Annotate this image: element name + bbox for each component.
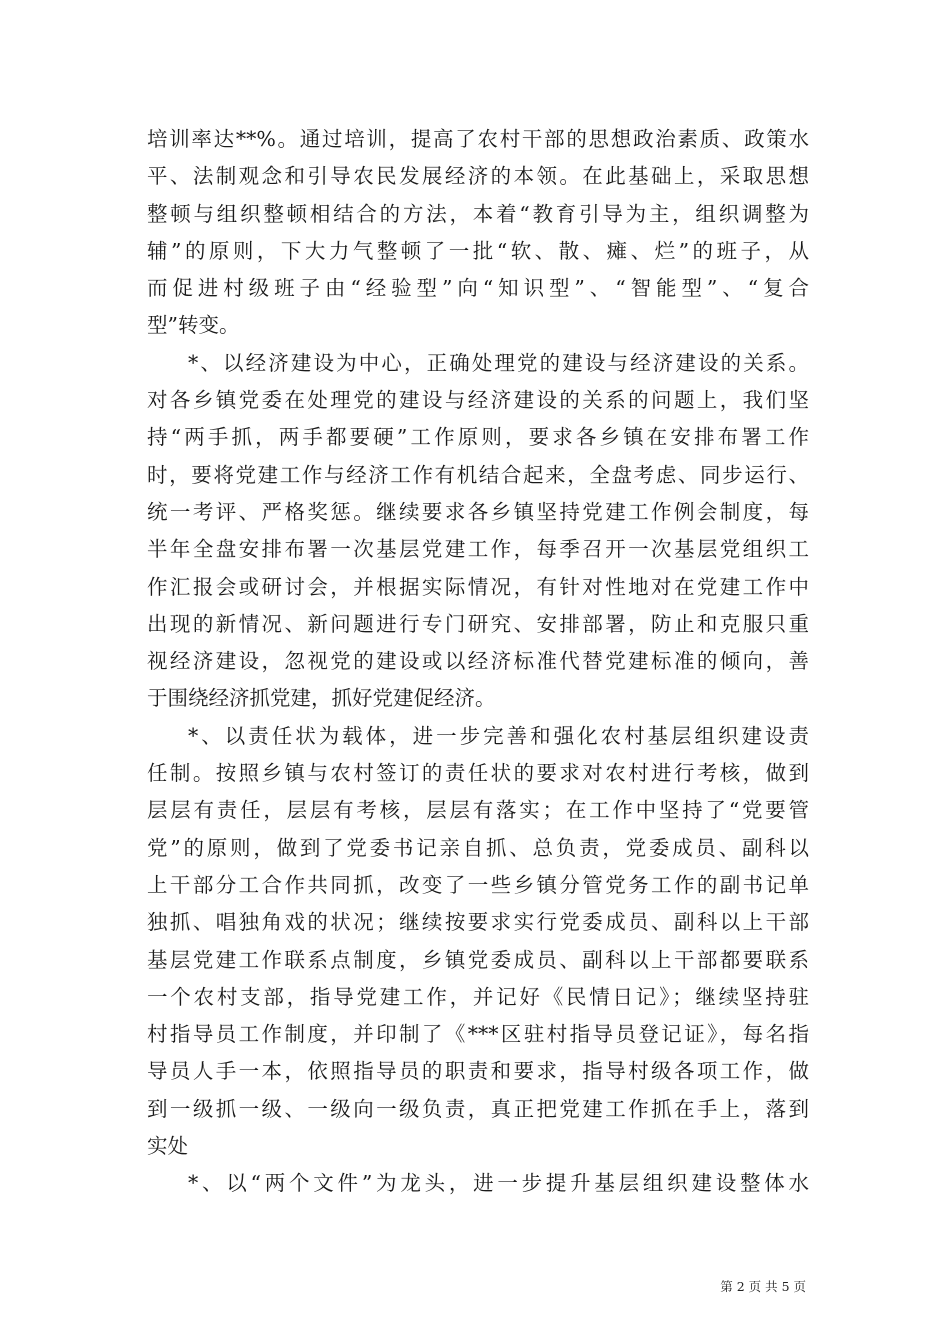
text-line: 半年全盘安排布署一次基层党建工作，每季召开一次基层党组织工: [147, 537, 809, 562]
text-line: 作汇报会或研讨会，并根据实际情况，有针对性地对在党建工作中: [147, 574, 809, 599]
text-line: 时，要将党建工作与经济工作有机结合起来，全盘考虑、同步运行、: [147, 462, 809, 487]
text-line: 导员人手一本，依照指导员的职责和要求，指导村级各项工作，做: [147, 1059, 809, 1084]
text-line: 上干部分工合作共同抓，改变了一些乡镇分管党务工作的副书记单: [147, 872, 809, 897]
text-line: 型”转变。: [147, 313, 240, 338]
page-number: 第 2 页 共 5 页: [720, 1279, 806, 1294]
text-line: 视经济建设，忽视党的建设或以经济标准代替党建标准的倾向，善: [147, 649, 809, 674]
text-line: 独抓、唱独角戏的状况；继续按要求实行党委成员、副科以上干部: [147, 910, 809, 935]
text-line: 辅”的原则，下大力气整顿了一批“软、散、瘫、烂”的班子，从: [147, 238, 809, 263]
text-line: 对各乡镇党委在处理党的建设与经济建设的关系的问题上，我们坚: [147, 388, 809, 413]
text-line: 一个农村支部，指导党建工作，并记好《民情日记》；继续坚持驻: [147, 984, 809, 1009]
text-line: 统一考评、严格奖惩。继续要求各乡镇坚持党建工作例会制度，每: [147, 499, 809, 524]
text-line: 任制。按照乡镇与农村签订的责任状的要求对农村进行考核，做到: [147, 761, 809, 786]
text-line: 层层有责任，层层有考核，层层有落实；在工作中坚持了“党要管: [147, 798, 809, 823]
text-line: 于围绕经济抓党建，抓好党建促经济。: [147, 686, 496, 711]
text-line: 到一级抓一级、一级向一级负责，真正把党建工作抓在手上，落到: [147, 1096, 809, 1121]
text-line: 而促进村级班子由“经验型”向“知识型”、“智能型”、“复合: [147, 276, 809, 301]
paragraph-first-line: *、以经济建设为中心，正确处理党的建设与经济建设的关系。: [188, 350, 809, 375]
text-line: 整顿与组织整顿相结合的方法，本着“教育引导为主，组织调整为: [147, 201, 809, 226]
text-line: 实处: [147, 1134, 188, 1159]
paragraph-first-line: *、以责任状为载体，进一步完善和强化农村基层组织建设责: [188, 723, 809, 748]
text-line: 持“两手抓，两手都要硬”工作原则，要求各乡镇在安排布署工作: [147, 425, 809, 450]
paragraph-first-line: *、以“两个文件”为龙头，进一步提升基层组织建设整体水: [188, 1171, 809, 1196]
document-body: [147, 121, 809, 1203]
text-line: 村指导员工作制度，并印制了《***区驻村指导员登记证》，每名指: [147, 1022, 809, 1047]
text-line: 培训率达**%。通过培训，提高了农村干部的思想政治素质、政策水: [147, 127, 809, 151]
text-line: 基层党建工作联系点制度，乡镇党委成员、副科以上干部都要联系: [147, 947, 809, 972]
text-line: 出现的新情况、新问题进行专门研究、安排部署，防止和克服只重: [147, 611, 809, 636]
text-line: 平、法制观念和引导农民发展经济的本领。在此基础上，采取思想: [147, 164, 809, 189]
text-line: 党”的原则，做到了党委书记亲自抓、总负责，党委成员、副科以: [147, 835, 809, 860]
